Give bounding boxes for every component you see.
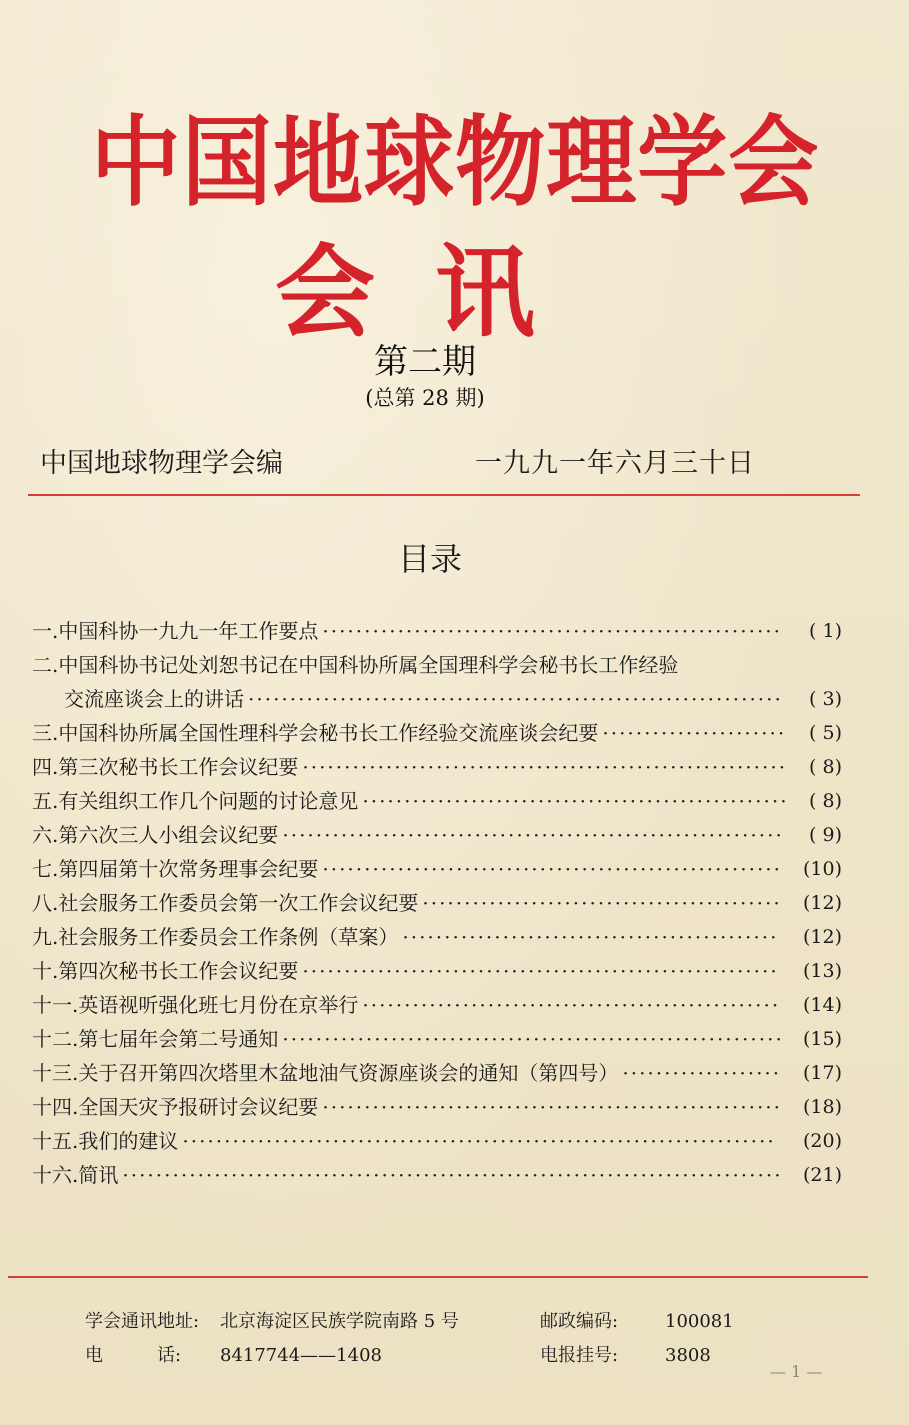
toc-item-title: 交流座谈会上的讲话 (64, 687, 244, 711)
toc-item-page: (12) (802, 926, 842, 948)
editor-credit: 中国地球物理学会编 (40, 448, 283, 479)
toc-item (32, 1022, 842, 1056)
toc-item-title: 四.第三次秘书长工作会议纪要 (32, 755, 299, 779)
toc-item-title: 七.第四届第十次常务理事会纪要 (32, 857, 319, 881)
footer-row-address (85, 1306, 865, 1340)
address-label: 学会通讯地址: (85, 1311, 200, 1332)
telegram-value: 3808 (665, 1345, 711, 1366)
toc-item (32, 682, 842, 716)
publication-date: 一九九一年六月三十日 (475, 448, 755, 479)
toc-dot-leader: ··················· (622, 1061, 782, 1085)
toc-item (32, 1056, 842, 1090)
toc-item (32, 1090, 842, 1124)
newsletter-title: 中国地球物理学会 (90, 106, 820, 220)
toc-item-page: (15) (802, 1028, 842, 1050)
contact-footer (85, 1306, 865, 1374)
postcode-value: 100081 (665, 1311, 734, 1332)
toc-dot-leader: ···························································· (282, 1027, 784, 1051)
toc-item-title: 一.中国科协一九九一年工作要点 (32, 619, 319, 643)
toc-item (32, 784, 842, 818)
toc-item-page: (21) (802, 1164, 842, 1186)
toc-dot-leader: ············································· (402, 925, 779, 949)
toc-item-title: 十二.第七届年会第二号通知 (32, 1027, 279, 1051)
issue-total-number: (总第 28 期) (365, 386, 485, 410)
toc-item-title: 十三.关于召开第四次塔里木盆地油气资源座谈会的通知（第四号） (32, 1061, 619, 1085)
telegram-label: 电报挂号: (540, 1345, 619, 1366)
toc-item-page: (14) (802, 994, 842, 1016)
phone-value: 8417744——1408 (220, 1345, 382, 1366)
toc-dot-leader: ······················································· (322, 857, 783, 881)
toc-item-page: (17) (802, 1062, 842, 1084)
toc-heading: 目录 (397, 540, 462, 578)
toc-item-page: (10) (802, 858, 842, 880)
toc-item-title: 二.中国科协书记处刘恕书记在中国科协所属全国理科学会秘书长工作经验 (32, 653, 679, 677)
toc-dot-leader: ··············································································· (122, 1163, 783, 1187)
table-of-contents (32, 614, 842, 1192)
toc-dot-leader: ··········································· (422, 891, 782, 915)
toc-item-page: ( 5) (809, 722, 842, 744)
toc-item-title: 八.社会服务工作委员会第一次工作会议纪要 (32, 891, 419, 915)
toc-dot-leader: ······················································· (322, 1095, 783, 1119)
toc-item-title: 六.第六次三人小组会议纪要 (32, 823, 279, 847)
toc-item (32, 886, 842, 920)
toc-item-page: ( 9) (809, 824, 842, 846)
toc-item (32, 750, 842, 784)
toc-item (32, 852, 842, 886)
toc-item (32, 1124, 842, 1158)
issue-number: 第二期 (374, 342, 476, 382)
toc-item-title: 十六.简讯 (32, 1163, 119, 1187)
toc-dot-leader: ······················································· (322, 619, 783, 643)
toc-item-title: 五.有关组织工作几个问题的讨论意见 (32, 789, 359, 813)
address-value: 北京海淀区民族学院南路 5 号 (220, 1311, 459, 1332)
toc-item-title: 十五.我们的建议 (32, 1129, 179, 1153)
toc-dot-leader: ······································································· (182, 1129, 776, 1153)
toc-dot-leader: ························································· (302, 959, 779, 983)
toc-item-page: ( 3) (809, 688, 842, 710)
postcode-label: 邮政编码: (540, 1311, 619, 1332)
toc-item-title: 十四.全国天灾予报研讨会议纪要 (32, 1095, 319, 1119)
toc-item (32, 818, 842, 852)
toc-item-title: 十一.英语视听强化班七月份在京举行 (32, 993, 359, 1017)
toc-item (32, 614, 842, 648)
page-number: — 1 — (770, 1362, 823, 1381)
toc-item (32, 988, 842, 1022)
toc-item-page: (13) (802, 960, 842, 982)
toc-dot-leader: ······················ (602, 721, 787, 745)
toc-dot-leader: ···························································· (282, 823, 784, 847)
toc-item-page: ( 8) (809, 790, 842, 812)
toc-item (32, 920, 842, 954)
toc-item-page: (18) (802, 1096, 842, 1118)
newsletter-subtitle: 会讯 (275, 234, 595, 351)
toc-item-page: (12) (802, 892, 842, 914)
toc-item-title: 三.中国科协所属全国性理科学会秘书长工作经验交流座谈会纪要 (32, 721, 599, 745)
toc-dot-leader: ·························································· (302, 755, 788, 779)
toc-dot-leader: ································································ (248, 687, 783, 711)
footer-divider (8, 1276, 868, 1278)
toc-item-page: ( 8) (809, 756, 842, 778)
toc-item-title: 九.社会服务工作委员会工作条例（草案） (32, 925, 399, 949)
toc-item (32, 1158, 842, 1192)
toc-item-page: (20) (802, 1130, 842, 1152)
header-divider (28, 494, 860, 496)
toc-dot-leader: ··················································· (362, 789, 789, 813)
footer-row-phone (85, 1340, 865, 1374)
toc-item-page: ( 1) (809, 620, 842, 642)
toc-dot-leader: ·················································· (362, 993, 781, 1017)
phone-label: 电 话: (85, 1345, 182, 1366)
toc-item (32, 954, 842, 988)
toc-item (32, 648, 842, 682)
toc-item (32, 716, 842, 750)
toc-item-title: 十.第四次秘书长工作会议纪要 (32, 959, 299, 983)
